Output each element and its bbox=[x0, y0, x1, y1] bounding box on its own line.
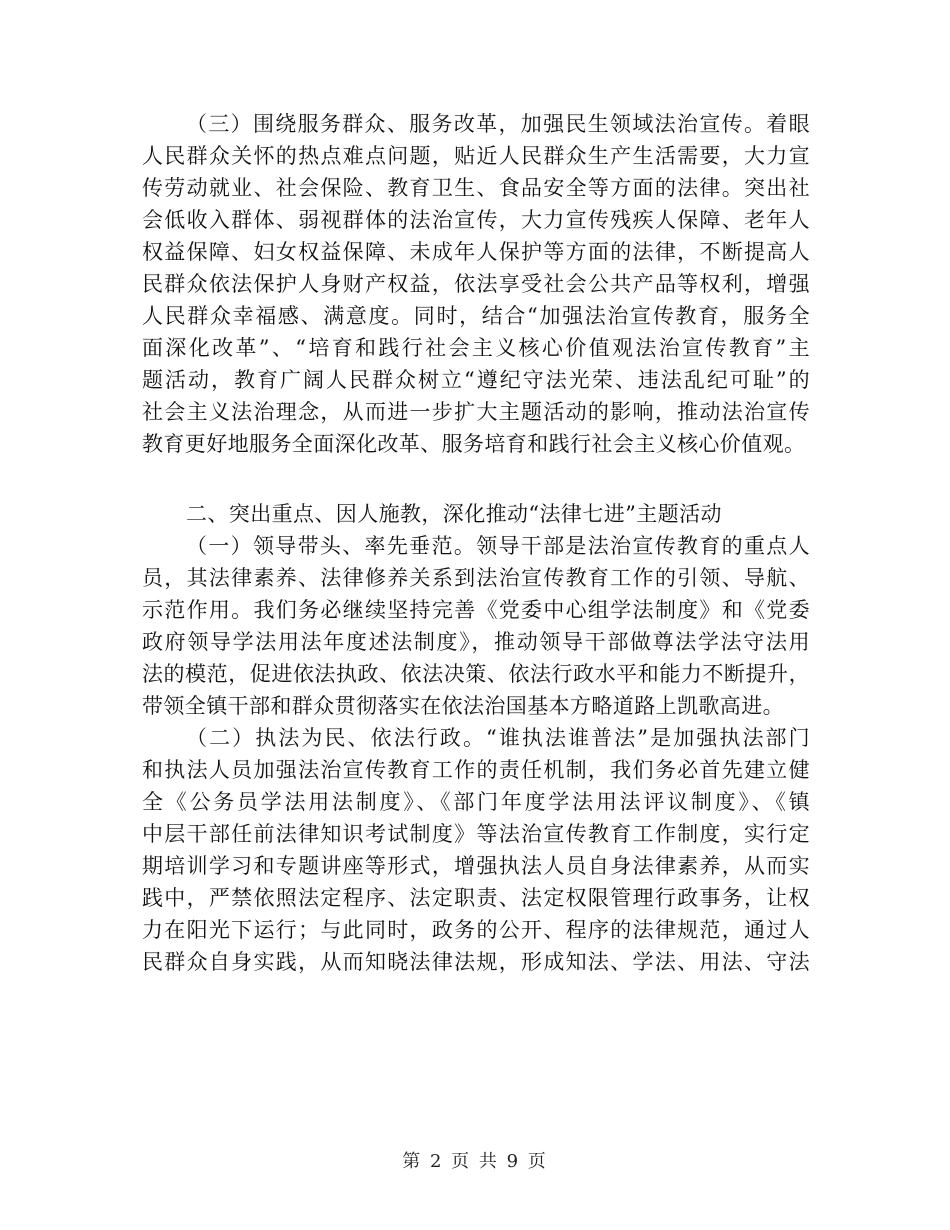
paragraph-law-enforcement bbox=[142, 722, 810, 978]
text-line: 面深化改革”、“培育和践行社会主义核心价值观法治宣传教育”主 bbox=[142, 336, 810, 360]
page-number-footer: 第 2 页 共 9 页 bbox=[402, 1151, 548, 1172]
text-line: 践中，严禁依照法定程序、法定职责、法定权限管理行政事务，让权 bbox=[142, 886, 810, 910]
text-line: 员，其法律素养、法律修养关系到法治宣传教育工作的引领、导航、 bbox=[142, 566, 810, 590]
text-line: （一）领导带头、率先垂范。领导干部是法治宣传教育的重点人 bbox=[186, 534, 810, 558]
text-line: 民群众依法保护人身财产权益，依法享受社会公共产品等权利，增强 bbox=[142, 272, 810, 296]
text-line: 政府领导学法用法年度述法制度》，推动领导干部做尊法学法守法用 bbox=[142, 630, 810, 654]
text-line: （二）执法为民、依法行政。“谁执法谁普法”是加强执法部门 bbox=[186, 726, 810, 750]
text-line: 和执法人员加强法治宣传教育工作的责任机制，我们务必首先建立健 bbox=[142, 758, 810, 782]
text-line: 人民群众幸福感、满意度。同时，结合“加强法治宣传教育，服务全 bbox=[142, 304, 810, 328]
paragraph-livelihood-publicity bbox=[142, 108, 810, 460]
text-line: 法的模范，促进依法执政、依法决策、依法行政水平和能力不断提升， bbox=[142, 662, 810, 686]
text-line: 教育更好地服务全面深化改革、服务培育和践行社会主义核心价值观。 bbox=[142, 432, 806, 456]
text-line: 带领全镇干部和群众贯彻落实在依法治国基本方略道路上凯歌高进。 bbox=[142, 694, 784, 718]
text-line: 中层干部任前法律知识考试制度》等法治宣传教育工作制度，实行定 bbox=[142, 822, 810, 846]
text-line: 期培训学习和专题讲座等形式，增强执法人员自身法律素养，从而实 bbox=[142, 854, 810, 878]
paragraph-leaders-lead bbox=[142, 530, 810, 722]
text-line: 力在阳光下运行；与此同时，政务的公开、程序的法律规范，通过人 bbox=[142, 918, 810, 942]
text-line: 社会主义法治理念，从而进一步扩大主题活动的影响，推动法治宣传 bbox=[142, 400, 810, 424]
paragraph-gap bbox=[142, 460, 810, 498]
heading-text: 二、突出重点、因人施教，深化推动“法律七进”主题活动 bbox=[186, 502, 722, 526]
document-body bbox=[142, 108, 810, 978]
text-line: 民群众自身实践，从而知晓法律法规，形成知法、学法、用法、守法 bbox=[142, 950, 810, 974]
section-heading bbox=[142, 498, 810, 530]
text-line: （三）围绕服务群众、服务改革，加强民生领域法治宣传。着眼 bbox=[186, 112, 810, 136]
text-line: 示范作用。我们务必继续坚持完善《党委中心组学法制度》和《党委 bbox=[142, 598, 810, 622]
text-line: 全《公务员学法用法制度》、《部门年度学法用法评议制度》、《镇 bbox=[142, 790, 810, 814]
text-line: 会低收入群体、弱视群体的法治宣传，大力宣传残疾人保障、老年人 bbox=[142, 208, 810, 232]
text-line: 题活动，教育广阔人民群众树立“遵纪守法光荣、违法乱纪可耻”的 bbox=[142, 368, 810, 392]
text-line: 权益保障、妇女权益保障、未成年人保护等方面的法律，不断提高人 bbox=[142, 240, 810, 264]
text-line: 传劳动就业、社会保险、教育卫生、食品安全等方面的法律。突出社 bbox=[142, 176, 810, 200]
text-line: 人民群众关怀的热点难点问题，贴近人民群众生产生活需要，大力宣 bbox=[142, 144, 810, 168]
